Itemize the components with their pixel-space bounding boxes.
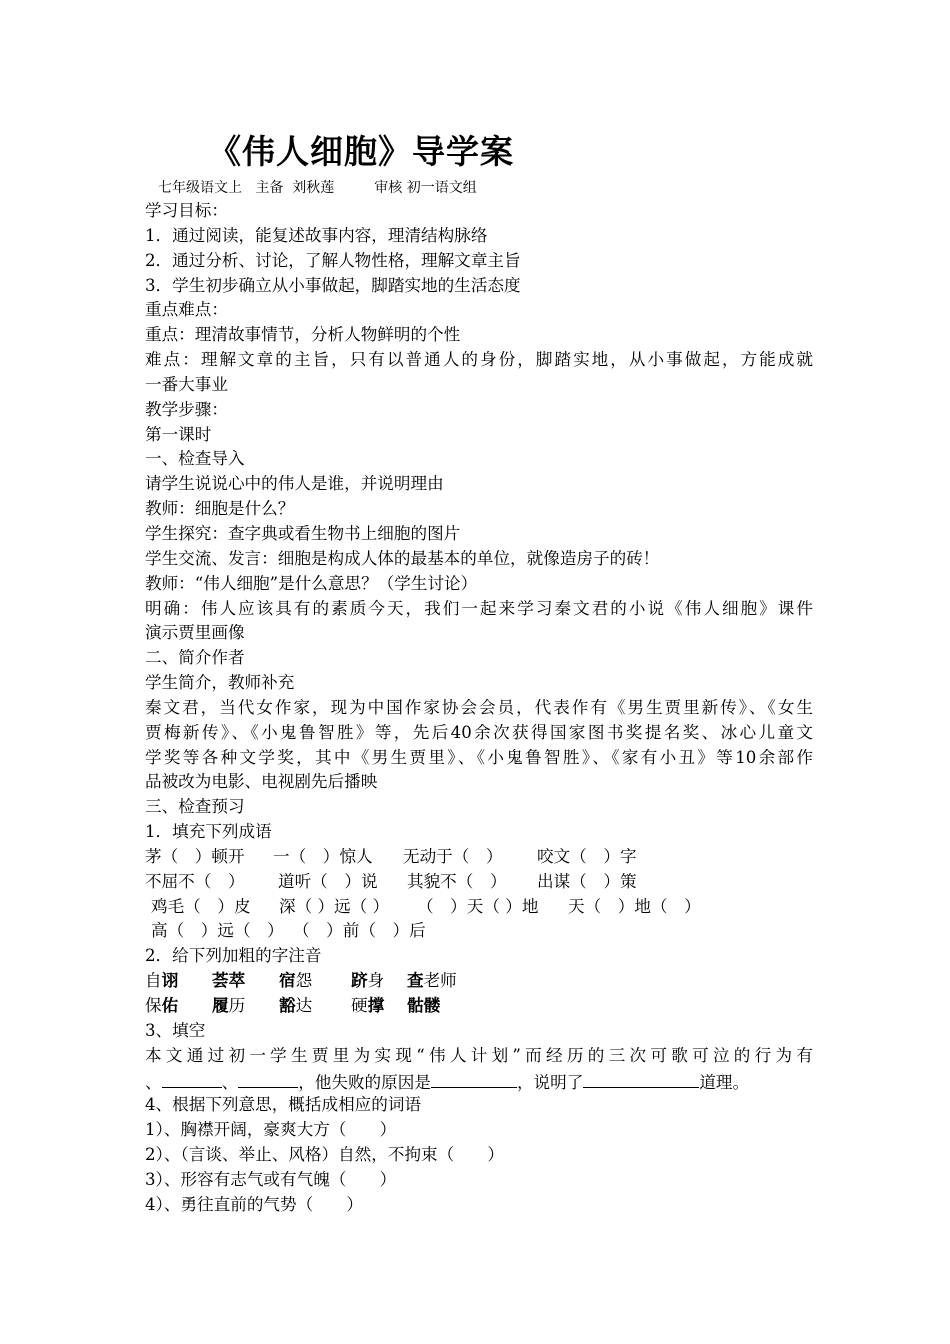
question-4-item: 4）、勇往直前的气势（ ） (145, 1194, 363, 1214)
phonetic-word (145, 994, 178, 1019)
section1-line: 演示贾里画像 (145, 623, 245, 643)
phonetic-rest: 达 (295, 996, 313, 1015)
phonetic-plain: 保 (145, 996, 162, 1015)
phonetic-word (145, 969, 178, 994)
answer-blank[interactable] (431, 1069, 517, 1088)
question-4-title: 4、根据下列意思，概括成相应的词语 (145, 1095, 422, 1115)
objectives-heading: 学习目标： (145, 201, 228, 220)
phonetic-rest: 怨 (295, 971, 313, 991)
phonetic-row (145, 969, 813, 994)
phonetic-rest: 身 (367, 971, 385, 991)
question-4-item: 2）、（言谈、举止、风格）自然，不拘束（ ） (145, 1145, 505, 1165)
q3-mid: ，他失败的原因是 (298, 1072, 431, 1092)
idiom-item: 一（ ）惊人 (273, 846, 373, 866)
objective-item: 3．学生初步确立从小事做起，脚踏实地的生活态度 (145, 275, 521, 295)
phonetic-plain: 自 (145, 971, 162, 991)
question-3-text: 本文通过初一学生贾里为实现“伟人计划”而经历的三次可歌可泣的行为有 (145, 1045, 813, 1065)
idiom-row (145, 919, 813, 944)
idiom-item: 出谋（ ）策 (537, 871, 637, 891)
idiom-row (145, 895, 813, 920)
phonetic-bold: 诩 (161, 971, 179, 991)
idiom-item: （ ）前（ ）后 (293, 921, 426, 941)
idiom-item: （ ）天（ ）地 (417, 896, 539, 916)
objective-item: 1．通过阅读，能复述故事内容，理清结构脉络 (145, 225, 488, 245)
difficult-point-cont: 一番大事业 (145, 374, 228, 394)
phonetic-bold: 豁 (279, 996, 296, 1015)
section1-heading: 一、检查导入 (145, 449, 245, 469)
key-point: 重点：理清故事情节，分析人物鲜明的个性 (145, 325, 461, 345)
idiom-item: 不屈不（ ） (145, 871, 245, 891)
idiom-item: 深（ ）远（ ） (279, 896, 390, 916)
author-bio-line: 秦文君，当代女作家，现为中国作家协会会员，代表作有《男生贾里新传》、《女生 (145, 697, 813, 717)
question-4-item: 3）、形容有志气或有气魄（ ） (145, 1169, 397, 1189)
phonetic-plain: 硬 (351, 996, 368, 1015)
answer-blank[interactable] (162, 1069, 222, 1088)
phonetic-word (351, 994, 384, 1019)
q3-mid2: ，说明了 (516, 1072, 584, 1092)
question-3-fill-line (145, 1069, 813, 1094)
phonetic-word (279, 994, 312, 1019)
phonetic-rest: 历 (228, 996, 246, 1015)
phonetic-word (212, 969, 245, 994)
idiom-item: 茅（ ）顿开 (145, 846, 245, 866)
document-title: 《伟人细胞》导学案 (208, 132, 514, 171)
q3-prefix: 、 (145, 1072, 162, 1092)
phonetic-row (145, 994, 813, 1019)
key-points-heading: 重点难点： (145, 300, 228, 320)
phonetic-word (279, 969, 312, 994)
idiom-item: 无动于（ ） (403, 846, 503, 866)
phonetic-bold: 荟萃 (212, 971, 246, 991)
answer-blank[interactable] (583, 1069, 699, 1088)
lesson-label: 第一课时 (145, 424, 212, 444)
phonetic-bold: 撑 (367, 996, 385, 1015)
q3-sep: 、 (221, 1072, 239, 1092)
q3-suffix: 道理。 (699, 1072, 750, 1092)
section1-line: 教师：“伟人细胞”是什么意思？（学生讨论） (145, 573, 478, 593)
difficult-point: 难点：理解文章的主旨，只有以普通人的身份，脚踏实地，从小事做起，方能成就 (145, 350, 813, 370)
section1-line: 明确：伟人应该具有的素质今天，我们一起来学习秦文君的小说《伟人细胞》课件 (145, 598, 813, 618)
phonetic-word (351, 969, 384, 994)
idiom-item: 高（ ）远（ ） (151, 921, 284, 941)
answer-blank[interactable] (238, 1069, 298, 1088)
author-bio-line: 贾梅新传》、《小鬼鲁智胜》等，先后40余次获得国家图书奖提名奖、冰心儿童文 (145, 722, 813, 742)
document-body (145, 199, 813, 1218)
phonetic-word (212, 994, 245, 1019)
question-4-item: 1）、胸襟开阔，豪爽大方（ ） (145, 1120, 397, 1140)
objective-item: 2．通过分析、讨论，了解人物性格，理解文章主旨 (145, 250, 521, 270)
steps-heading: 教学步骤： (145, 399, 228, 419)
author-bio-line: 品被改为电影、电视剧先后播映 (145, 772, 378, 792)
section1-line: 学生探究：查字典或看生物书上细胞的图片 (145, 523, 461, 543)
idiom-item: 道听（ ）说 (278, 871, 378, 891)
phonetic-bold: 宿 (279, 971, 296, 991)
phonetic-rest: 老师 (423, 971, 457, 991)
document-subtitle: 七年级语文上 主备 刘秋莲 审核 初一语文组 (158, 180, 477, 196)
idiom-item: 鸡毛（ ）皮 (151, 896, 251, 916)
phonetic-word (407, 969, 457, 994)
idiom-item: 其貌不（ ） (407, 871, 507, 891)
question-3-title: 3、填空 (145, 1020, 206, 1040)
section1-line: 请学生说说心中的伟人是谁，并说明理由 (145, 474, 444, 494)
phonetic-bold: 佑 (161, 996, 179, 1015)
phonetic-bold: 骷髅 (407, 996, 441, 1015)
question-2-title: 2．给下列加粗的字注音 (145, 946, 322, 966)
phonetic-word (407, 994, 440, 1019)
idiom-item: 咬文（ ）字 (537, 846, 637, 866)
section1-line: 学生交流、发言：细胞是构成人体的最基本的单位，就像造房子的砖！ (145, 548, 660, 568)
phonetic-bold: 跻 (351, 971, 368, 991)
phonetic-bold: 查 (407, 971, 424, 991)
section2-intro: 学生简介，教师补充 (145, 673, 295, 693)
idiom-row (145, 870, 813, 895)
section1-line: 教师：细胞是什么？ (145, 499, 295, 519)
idiom-item: 天（ ）地（ ） (568, 896, 701, 916)
author-bio-line: 学奖等各种文学奖，其中《男生贾里》、《小鬼鲁智胜》、《家有小丑》等10余部作 (145, 747, 813, 767)
section3-heading: 三、检查预习 (145, 797, 245, 817)
phonetic-bold: 履 (212, 996, 229, 1015)
section2-heading: 二、简介作者 (145, 648, 245, 668)
idiom-row (145, 845, 813, 870)
question-1-title: 1．填充下列成语 (145, 822, 272, 842)
